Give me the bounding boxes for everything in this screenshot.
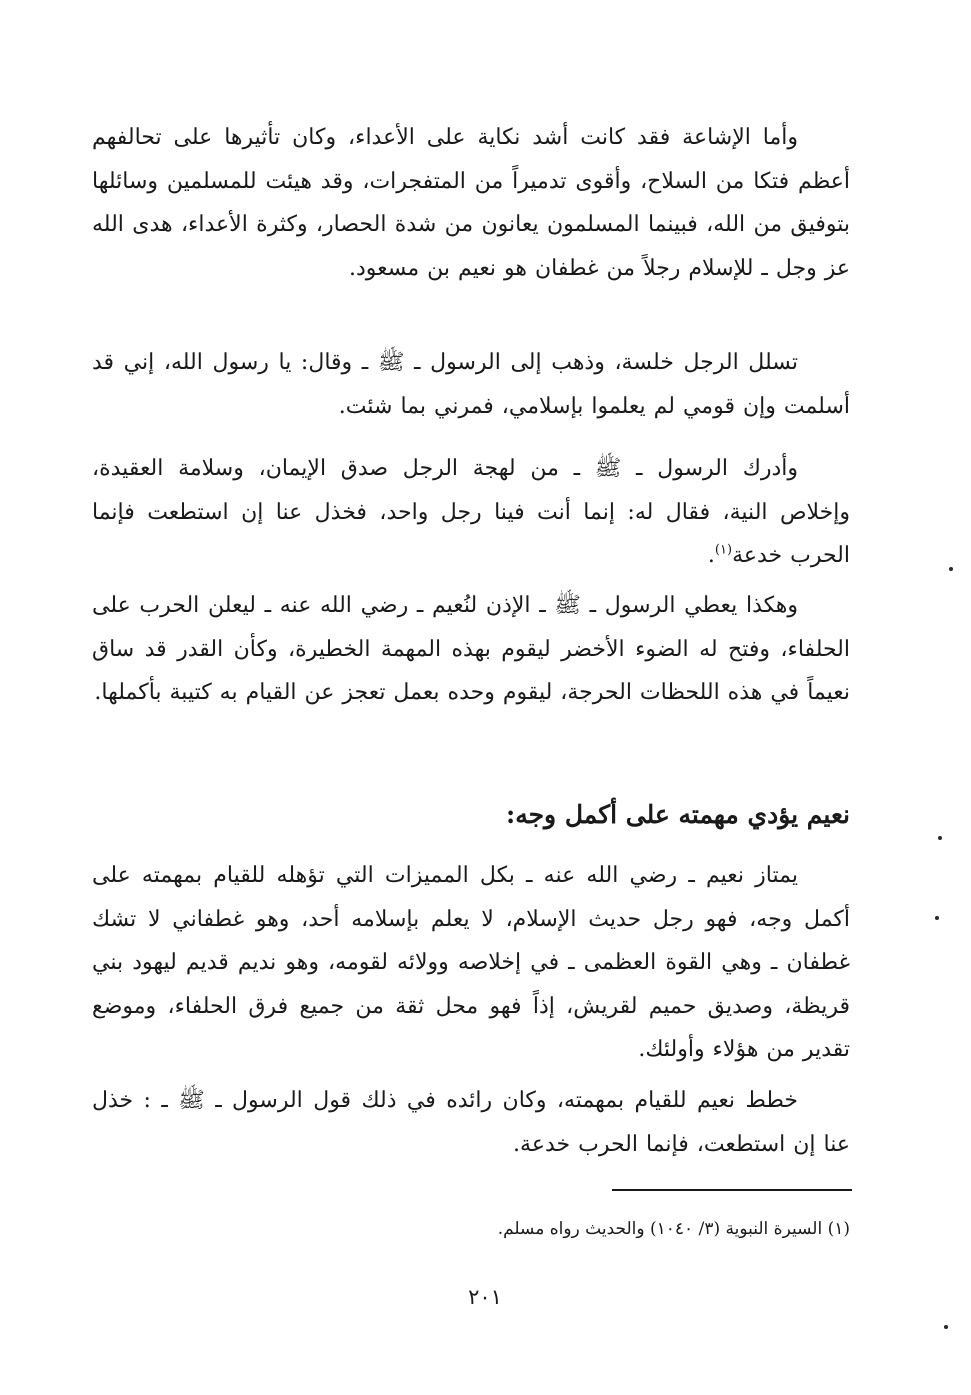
- paragraph-qualities: يمتاز نعيم ـ رضي الله عنه ـ بكل المميزات التي تؤهله للقيام بمهمته على أكمل وجه، فهو رجل حديث الإسلام، لا يعلم بإسلامه أحد، وهو غطفاني لا تشك غطفان ـ وهي القوة العظمى ـ في إخلاصه وولائه لقومه، وهو نديم قديم ليهود بني قريظة، وصديق حميم لقريش، إذاً فهو محل ثقة من جميع فرق الحلفاء، وموضع تقدير من هؤلاء وأولئك.: [92, 863, 850, 1062]
- scan-speck: [949, 567, 953, 571]
- footnote-text: (١) السيرة النبوية (٣/ ١٠٤٠) والحديث رواه مسلم.: [497, 1219, 850, 1239]
- footnote-separator: [612, 1189, 852, 1191]
- scan-speck: [935, 916, 939, 920]
- paragraph-permission: وهكذا يعطي الرسول ـ ﷺ ـ الإذن لنُعيم ـ رضي الله عنه ـ ليعلن الحرب على الحلفاء، وفتح له الضوء الأخضر ليقوم بهذه المهمة الخطيرة، وكأن القدر قد ساق نعيماً في هذه اللحظات الحرجة، ليقوم وحده بعمل تعجز عن القيام به كتيبة بأكملها.: [92, 593, 850, 705]
- paragraph-prophet-advice-end: .: [707, 543, 715, 568]
- page-number: ٢٠١: [468, 1285, 502, 1309]
- paragraph-rumor: وأما الإشاعة فقد كانت أشد نكاية على الأعداء، وكان تأثيرها على تحالفهم أعظم فتكا من السلاح، وأقوى تدميراً من المتفجرات، وقد هيئت للمسلمين وسائلها بتوفيق من الله، فبينما المسلمون يعانون من شدة الحصار، وكثرة الأعداء، هدى الله عز وجل ـ للإسلام رجلاً من غطفان هو نعيم بن مسعود.: [92, 125, 850, 281]
- paragraph-plan: خطط نعيم للقيام بمهمته، وكان رائده في ذلك قول الرسول ـ ﷺ ـ : خذل عنا إن استطعت، فإنما الحرب خدعة.: [92, 1088, 850, 1157]
- scan-speck: [938, 836, 942, 840]
- paragraph-prophet-advice-text: وأدرك الرسول ـ ﷺ ـ من لهجة الرجل صدق الإيمان، وسلامة العقيدة، وإخلاص النية، فقال له: إنما أنت فينا رجل واحد، فخذل عنا إن استطعت فإنما الحرب خدعة: [92, 456, 850, 568]
- section-heading: نعيم يؤدي مهمته على أكمل وجه:: [505, 800, 850, 829]
- paragraph-prophet-advice: [92, 447, 850, 578]
- footnote-marker: (١): [714, 542, 733, 558]
- scan-speck: [944, 1325, 948, 1329]
- paragraph-nuaim-arrives: تسلل الرجل خلسة، وذهب إلى الرسول ـ ﷺ ـ وقال: يا رسول الله، إني قد أسلمت وإن قومي لم يعلموا بإسلامي، فمرني بما شئت.: [92, 350, 850, 419]
